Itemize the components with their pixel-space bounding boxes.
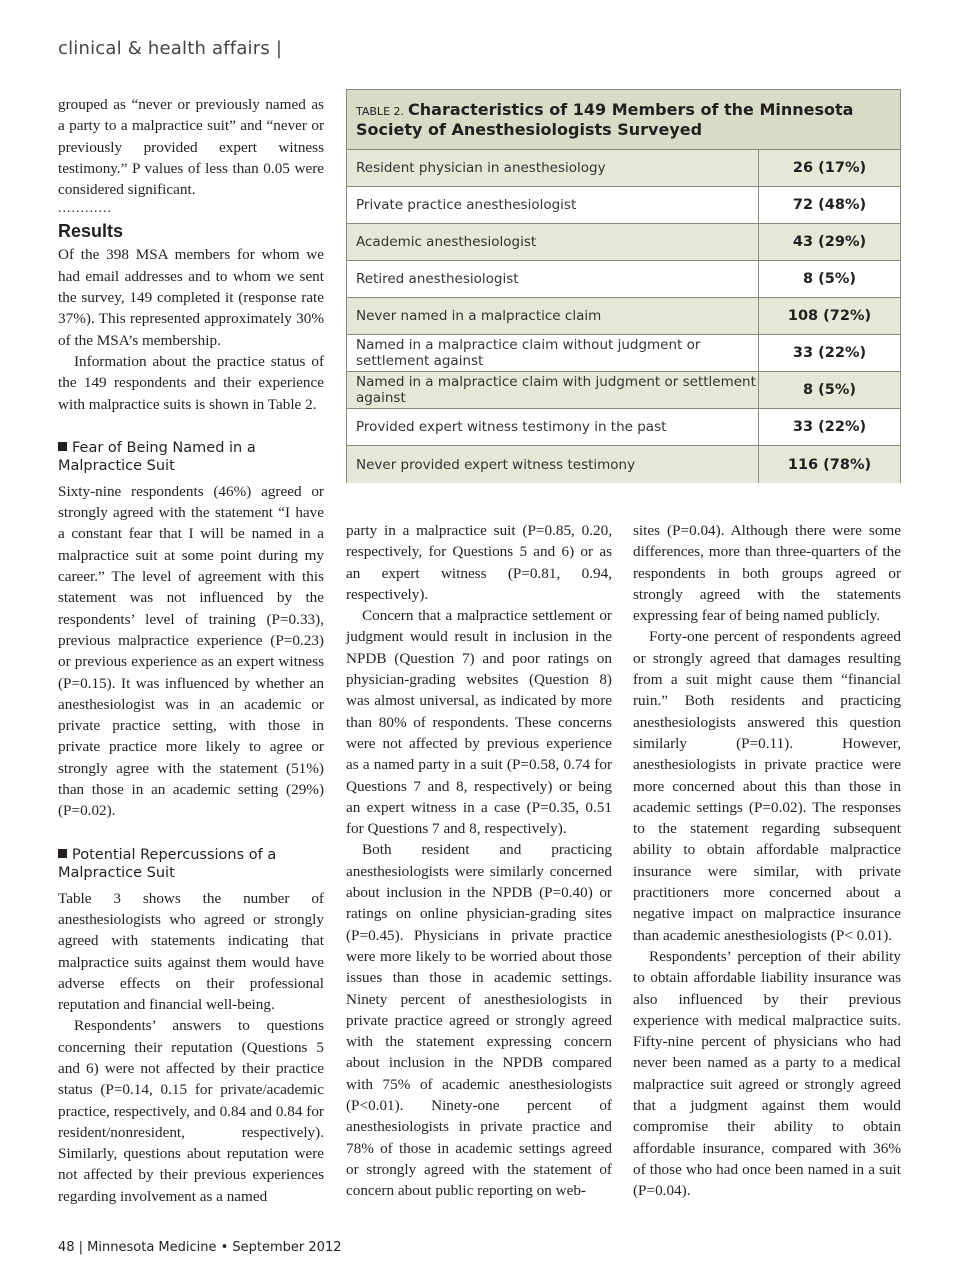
table-row (347, 446, 900, 483)
column-right (633, 520, 901, 1202)
paragraph: party in a malpractice suit (P=0.85, 0.20, respectively, for Questions 5 and 6) or as an expert witness (P=0.81, 0.94, respectively). (346, 522, 612, 603)
row-value: 26 (17%) (792, 160, 867, 176)
row-value: 8 (5%) (802, 271, 856, 287)
table-title: Characteristics of 149 Members of the Minnesota Society of Anesthesiologists Surveyed (356, 100, 854, 139)
row-label: Never provided expert witness testimony (347, 446, 759, 483)
row-value: 8 (5%) (802, 382, 856, 398)
table-row (347, 150, 900, 187)
table-row (347, 409, 900, 446)
row-label: Provided expert witness testimony in the past (347, 409, 759, 445)
table-row (347, 298, 900, 335)
row-value: 72 (48%) (792, 197, 867, 213)
results-heading: Results (58, 221, 124, 242)
page-footer: 48 | Minnesota Medicine • September 2012 (58, 1240, 342, 1255)
paragraph: Sixty-nine respondents (46%) agreed or strongly agreed with the statement “I have a constant fear that I will be named in a malpractice suit at some point during my career.” The level of agreement with this statement was not influenced by the respondents’ level of training (P=0.33), previous malpractice experience (P=0.23) or previous experience as an expert witness (P=0.15). It was influenced by whether an anesthesiologist was in an academic or private practice setting, with those in private practice more likely to agree or strongly agree with the statement (51%) than those in an academic setting (29%) (P=0.02). (58, 482, 324, 820)
column-middle (346, 520, 612, 1202)
paragraph: Table 3 shows the number of anesthesiologists who agreed or strongly agreed with statements indicating that malpractice suits against them would have adverse effects on their professional reputation and financial well-being. (58, 889, 324, 1014)
table-header (347, 90, 900, 150)
column-left (58, 94, 324, 1207)
subheading-text: Fear of Being Named in a Malpractice Suit (58, 439, 256, 474)
square-bullet-icon (58, 849, 67, 858)
paragraph: Of the 398 MSA members for whom we had email addresses and to whom we sent the survey, 149 completed it (response rate 37%). This represented approximately 30% of the MSA’s membership. (58, 246, 324, 349)
subheading-fear (58, 439, 324, 475)
section-divider: ............ (58, 201, 112, 217)
row-label: Named in a malpractice claim without judgment or settlement against (347, 335, 759, 371)
paragraph: Concern that a malpractice settlement or judgment would result in inclusion in the NPDB (Question 7) and poor ratings on physician-grading websites (Question 8) was almost universal, as indicated by more than 80% of respondents. These concerns were not affected by previous experience as a named party in a suit (P=0.58, 0.74 for Questions 7 and 8, respectively) or being an expert witness in a case (P=0.35, 0.51 for Questions 7 and 8, respectively). (346, 607, 612, 838)
row-label: Named in a malpractice claim with judgment or settlement against (347, 372, 759, 408)
row-value: 43 (29%) (792, 234, 867, 250)
subheading-text: Potential Repercussions of a Malpractice Suit (58, 846, 277, 881)
paragraph: sites (P=0.04). Although there were some differences, more than three-quarters of the respondents in both groups agreed or strongly agreed with the statements expressing fear of being named publicly. (633, 522, 901, 625)
paragraph: Respondents’ perception of their ability to obtain affordable liability insurance was also influenced by their previous experience with medical malpractice suits. Fifty-nine percent of physicians who had never been named as a party to a medical malpractice suit agreed or strongly agreed that a judgment against them would compromise their ability to obtain affordable insurance, compared with 36% of those who had once been named in a suit (P=0.04). (633, 947, 901, 1200)
paragraph: Respondents’ answers to questions concerning their reputation (Questions 5 and 6) were not affected by their practice status (P=0.14, 0.15 for private/academic practice, respectively, and 0.84 and 0.84 for resident/nonresident, respectively). Similarly, questions about reputation were not affected by their previous experiences regarding involvement as a named (58, 1017, 324, 1205)
paragraph: Information about the practice status of the 149 respondents and their experience with malpractice suits is shown in Table 2. (58, 352, 324, 413)
square-bullet-icon (58, 442, 67, 451)
subheading-repercussions (58, 846, 324, 882)
row-label: Never named in a malpractice claim (347, 298, 759, 334)
table-row (347, 335, 900, 372)
table-row (347, 224, 900, 261)
row-label: Private practice anesthesiologist (347, 187, 759, 223)
row-value: 33 (22%) (792, 419, 867, 435)
row-value: 108 (72%) (787, 308, 872, 324)
row-label: Retired anesthesiologist (347, 261, 759, 297)
paragraph: Forty-one percent of respondents agreed or strongly agreed that damages resulting from a suit might cause them “financial ruin.” Both residents and practicing anesthesiologists answered this question similarly (P=0.11). However, anesthesiologists in private practice were more concerned about this than those in academic settings (P=0.02). The responses to the statement regarding subsequent ability to obtain affordable malpractice insurance were similar, with private practitioners more concerned about a negative impact on malpractice insurance than academic anesthesiologists (P< 0.01). (633, 628, 901, 944)
table-row (347, 187, 900, 224)
table-label: TABLE 2. (356, 105, 405, 118)
row-value: 33 (22%) (792, 345, 867, 361)
paragraph: grouped as “never or previously named as a party to a malpractice suit” and “never or previously provided expert witness testimony.” P values of less than 0.05 were considered significant. (58, 96, 324, 199)
row-value: 116 (78%) (787, 456, 872, 473)
row-label: Academic anesthesiologist (347, 224, 759, 260)
table-2 (346, 89, 901, 483)
section-header: clinical & health affairs | (58, 38, 283, 59)
table-row (347, 261, 900, 298)
row-label: Resident physician in anesthesiology (347, 150, 759, 186)
paragraph: Both resident and practicing anesthesiologists were similarly concerned about inclusion in the NPDB (P=0.40) or ratings on online physician-grading sites (P=0.45). Physicians in private practice were more likely to be worried about those issues than those in academic settings. Ninety percent of anesthesiologists in private practice agreed or strongly agreed with the statement expressing concern about inclusion in the NPDB compared with 75% of academic anesthesiologists (P<0.01). Ninety-one percent of anesthesiologists in private practice and 78% of those in academic settings agreed or strongly agreed with the statement of concern about public reporting on web- (346, 841, 612, 1200)
table-row (347, 372, 900, 409)
